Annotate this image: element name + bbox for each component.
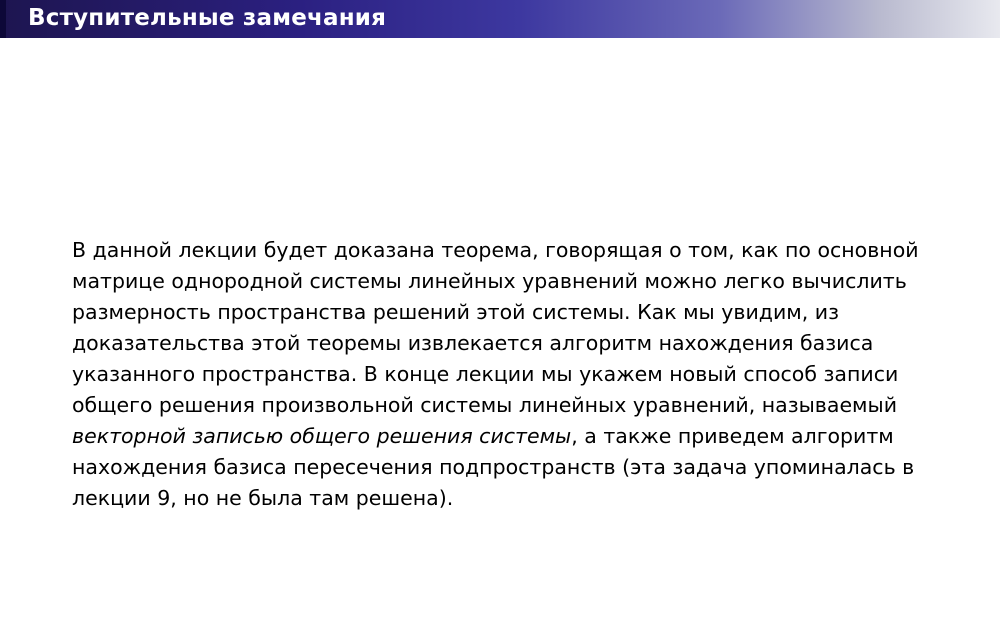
slide-body: [72, 214, 934, 534]
paragraph-emphasis: векторной записью общего решения системы: [72, 423, 572, 448]
title-bar-accent: [0, 0, 6, 38]
slide-title-bar: [0, 0, 1000, 38]
body-paragraph: [72, 235, 934, 514]
slide-title: Вступительные замечания: [28, 5, 387, 31]
paragraph-part-1: В данной лекции будет доказана теорема, говорящая о том, как по основной матрице однородной системы линейных уравнений можно легко вычислить размерность пространства решений этой системы. Как мы увидим, из доказательства этой теоремы извлекается алгоритм нахождения базиса указанного пространства. В конце лекции мы укажем новый способ записи общего решения произвольной системы линейных уравнений, называемый: [72, 237, 919, 417]
paragraph-part-2: , а также приведем алгоритм нахождения базиса пересечения подпространств (эта задача упоминалась в лекции 9, но не была там решена).: [72, 423, 915, 510]
